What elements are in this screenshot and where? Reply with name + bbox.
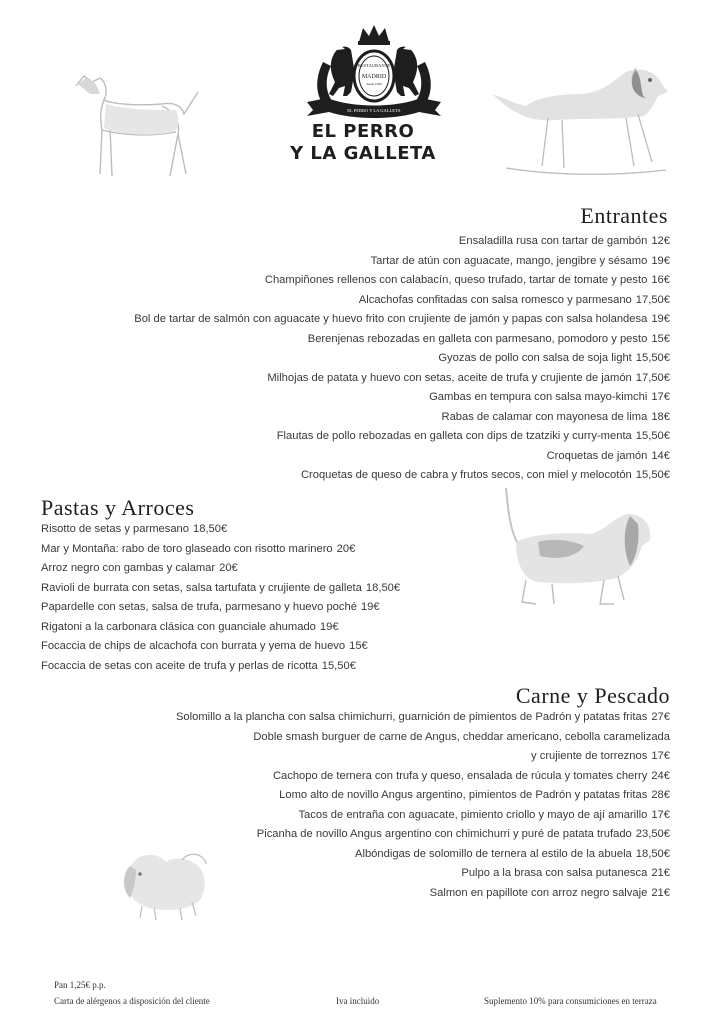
menu-item bbox=[134, 447, 670, 467]
menu-item-name: Papardelle con setas, salsa de trufa, parmesano y huevo poché bbox=[41, 601, 357, 613]
menu-item bbox=[41, 598, 400, 618]
menu-item-name: Salmon en papillote con arroz negro salvaje bbox=[429, 886, 648, 899]
menu-item bbox=[134, 252, 670, 272]
menu-item-price: 18,50€ bbox=[365, 581, 401, 594]
menu-item bbox=[134, 369, 670, 389]
restaurant-crest-logo bbox=[303, 22, 445, 120]
menu-item bbox=[176, 825, 670, 845]
menu-item bbox=[134, 388, 670, 408]
footer-bread-price: Pan 1,25€ p.p. bbox=[54, 980, 106, 990]
menu-item-name: y crujiente de torreznos bbox=[531, 750, 648, 762]
menu-item-price: 18,50€ bbox=[193, 523, 228, 535]
brand-line-1: EL PERRO bbox=[311, 121, 415, 142]
menu-item bbox=[176, 747, 670, 767]
menu-item-price: 15,50€ bbox=[635, 352, 670, 364]
menu-item bbox=[176, 806, 670, 826]
menu-item bbox=[134, 427, 670, 447]
menu-item-price: 20€ bbox=[336, 542, 356, 555]
menu-item-name: Bol de tartar de salmón con aguacate y huevo frito con crujiente de jamón y papas con salsa holandesa bbox=[134, 313, 648, 325]
menu-item-price: 19€ bbox=[651, 254, 670, 267]
menu-item-price: 24€ bbox=[651, 769, 670, 782]
menu-item bbox=[41, 637, 400, 657]
menu-item-price: 17€ bbox=[651, 808, 670, 821]
menu-item bbox=[134, 330, 670, 350]
menu-item bbox=[176, 767, 670, 787]
menu-item-price: 23,50€ bbox=[635, 828, 670, 840]
menu-item-name: Ravioli de burrata con setas, salsa tartufata y crujiente de galleta bbox=[41, 581, 362, 594]
menu-item-name: Croquetas de queso de cabra y frutos secos, con miel y melocotón bbox=[300, 469, 632, 481]
menu-item-name: Solomillo a la plancha con salsa chimichurri, guarnición de pimientos de Padrón y patatas fritas bbox=[175, 711, 648, 723]
menu-item-name: Picanha de novillo Angus argentino con chimichurri y puré de patata trufado bbox=[256, 828, 632, 840]
menu-item-name: Arroz negro con gambas y calamar bbox=[41, 562, 216, 574]
menu-item-price: 28€ bbox=[651, 789, 670, 801]
menu-item-name: Cachopo de ternera con trufa y queso, ensalada de rúcula y tomates cherry bbox=[272, 769, 648, 782]
menu-item-price: 19€ bbox=[319, 620, 339, 633]
menu-item-price: 15,50€ bbox=[635, 430, 670, 442]
footer-tax: Iva incluido bbox=[336, 996, 380, 1006]
menu-item bbox=[134, 466, 670, 486]
menu-item bbox=[134, 408, 670, 428]
menu-item-price: 17,50€ bbox=[635, 293, 670, 306]
menu-item-name: Milhojas de patata y huevo con setas, aceite de trufa y crujiente de jamón bbox=[267, 371, 632, 384]
menu-item-price: 21€ bbox=[651, 867, 670, 879]
menu-item-name: Croquetas de jamón bbox=[546, 449, 648, 462]
menu-item bbox=[41, 657, 400, 677]
menu-item-price: 15,50€ bbox=[321, 659, 356, 672]
menu-item bbox=[176, 728, 670, 748]
menu-item-name: Focaccia de chips de alcachofa con burrata y yema de huevo bbox=[41, 640, 346, 652]
setter-dog-icon bbox=[486, 58, 676, 188]
menu-item bbox=[176, 845, 670, 865]
menu-item-name: Gambas en tempura con salsa mayo-kimchi bbox=[429, 391, 648, 403]
menu-item bbox=[41, 559, 400, 579]
svg-text:desde 1900: desde 1900 bbox=[366, 82, 382, 86]
menu-item-name: Flautas de pollo rebozadas en galleta con dips de tzatziki y curry-menta bbox=[276, 430, 632, 442]
menu-item-price: 15,50€ bbox=[635, 469, 670, 481]
menu-item-price: 15€ bbox=[651, 332, 670, 345]
footer-allergens: Carta de alérgenos a disposición del cliente bbox=[54, 996, 210, 1006]
menu-item-name: Pulpo a la brasa con salsa putanesca bbox=[461, 867, 648, 879]
menu-item-price: 17€ bbox=[651, 391, 670, 403]
menu-item-name: Risotto de setas y parmesano bbox=[41, 523, 189, 535]
entrantes-list bbox=[134, 232, 670, 486]
menu-item-price: 21€ bbox=[651, 886, 670, 899]
menu-item-price: 18,50€ bbox=[635, 847, 670, 860]
menu-item-price: 27€ bbox=[651, 711, 670, 723]
menu-item-price: 15€ bbox=[349, 640, 368, 652]
menu-item-price: 17,50€ bbox=[635, 371, 670, 384]
menu-item-name: Lomo alto de novillo Angus argentino, pimientos de Padrón y patatas fritas bbox=[279, 789, 648, 801]
menu-item bbox=[134, 291, 670, 311]
footer-terrace-supplement: Suplemento 10% para consumiciones en terraza bbox=[484, 996, 657, 1006]
menu-item-name: Champiñones rellenos con calabacín, queso trufado, tartar de tomate y pesto bbox=[264, 274, 648, 286]
restaurant-name bbox=[262, 121, 464, 165]
menu-item-price: 19€ bbox=[651, 313, 670, 325]
menu-item bbox=[41, 618, 400, 638]
menu-item-name: Albóndigas de solomillo de ternera al estilo de la abuela bbox=[355, 847, 632, 860]
menu-item-name: Berenjenas rebozadas en galleta con parmesano, pomodoro y pesto bbox=[307, 332, 648, 345]
menu-item-name: Rigatoni a la carbonara clásica con guanciale ahumado bbox=[41, 620, 316, 633]
menu-item bbox=[41, 579, 400, 599]
menu-item-name: Mar y Montaña: rabo de toro glaseado con risotto marinero bbox=[41, 542, 333, 555]
svg-text:MADRID: MADRID bbox=[361, 74, 387, 80]
menu-item-name: Alcachofas confitadas con salsa romesco y parmesano bbox=[358, 293, 632, 306]
menu-item-price: 19€ bbox=[360, 601, 380, 613]
menu-item-name: Tartar de atún con aguacate, mango, jengibre y sésamo bbox=[370, 254, 648, 267]
menu-item-price: 14€ bbox=[651, 449, 670, 462]
menu-item bbox=[134, 232, 670, 252]
svg-text:RESTAURANTE: RESTAURANTE bbox=[357, 63, 391, 68]
menu-item-name: Doble smash burguer de carne de Angus, cheddar americano, cebolla caramelizada bbox=[253, 730, 670, 743]
section-title-carne: Carne y Pescado bbox=[515, 683, 670, 708]
menu-item bbox=[176, 786, 670, 806]
pastas-list bbox=[41, 520, 400, 676]
menu-item-price: 16€ bbox=[651, 274, 670, 286]
menu-item-name: Tacos de entraña con aguacate, pimiento criollo y mayo de ají amarillo bbox=[298, 808, 648, 821]
section-title-entrantes: Entrantes bbox=[580, 203, 668, 228]
menu-item bbox=[176, 708, 670, 728]
svg-text:EL PERRO Y LA GALLETA: EL PERRO Y LA GALLETA bbox=[347, 108, 401, 113]
menu-item bbox=[134, 349, 670, 369]
menu-item-name: Rabas de calamar con mayonesa de lima bbox=[441, 410, 648, 423]
menu-item-name: Gyozas de pollo con salsa de soja light bbox=[438, 352, 632, 364]
brand-line-2: Y LA GALLETA bbox=[290, 143, 436, 164]
section-title-pastas: Pastas y Arroces bbox=[41, 495, 195, 520]
menu-item-price: 18€ bbox=[651, 410, 670, 423]
menu-item bbox=[41, 540, 400, 560]
basset-hound-icon bbox=[492, 480, 658, 612]
menu-item-price: 17€ bbox=[651, 750, 670, 762]
menu-item-price: 12€ bbox=[651, 235, 670, 247]
menu-item-price: 20€ bbox=[219, 562, 238, 574]
menu-item-name: Ensaladilla rusa con tartar de gambón bbox=[458, 235, 648, 247]
menu-item bbox=[176, 864, 670, 884]
menu-item bbox=[134, 271, 670, 291]
menu-item-name: Focaccia de setas con aceite de trufa y perlas de ricotta bbox=[41, 659, 318, 672]
menu-item bbox=[134, 310, 670, 330]
terrier-dog-icon bbox=[66, 64, 206, 184]
carne-list bbox=[176, 708, 670, 903]
menu-item bbox=[41, 520, 400, 540]
menu-item bbox=[176, 884, 670, 904]
